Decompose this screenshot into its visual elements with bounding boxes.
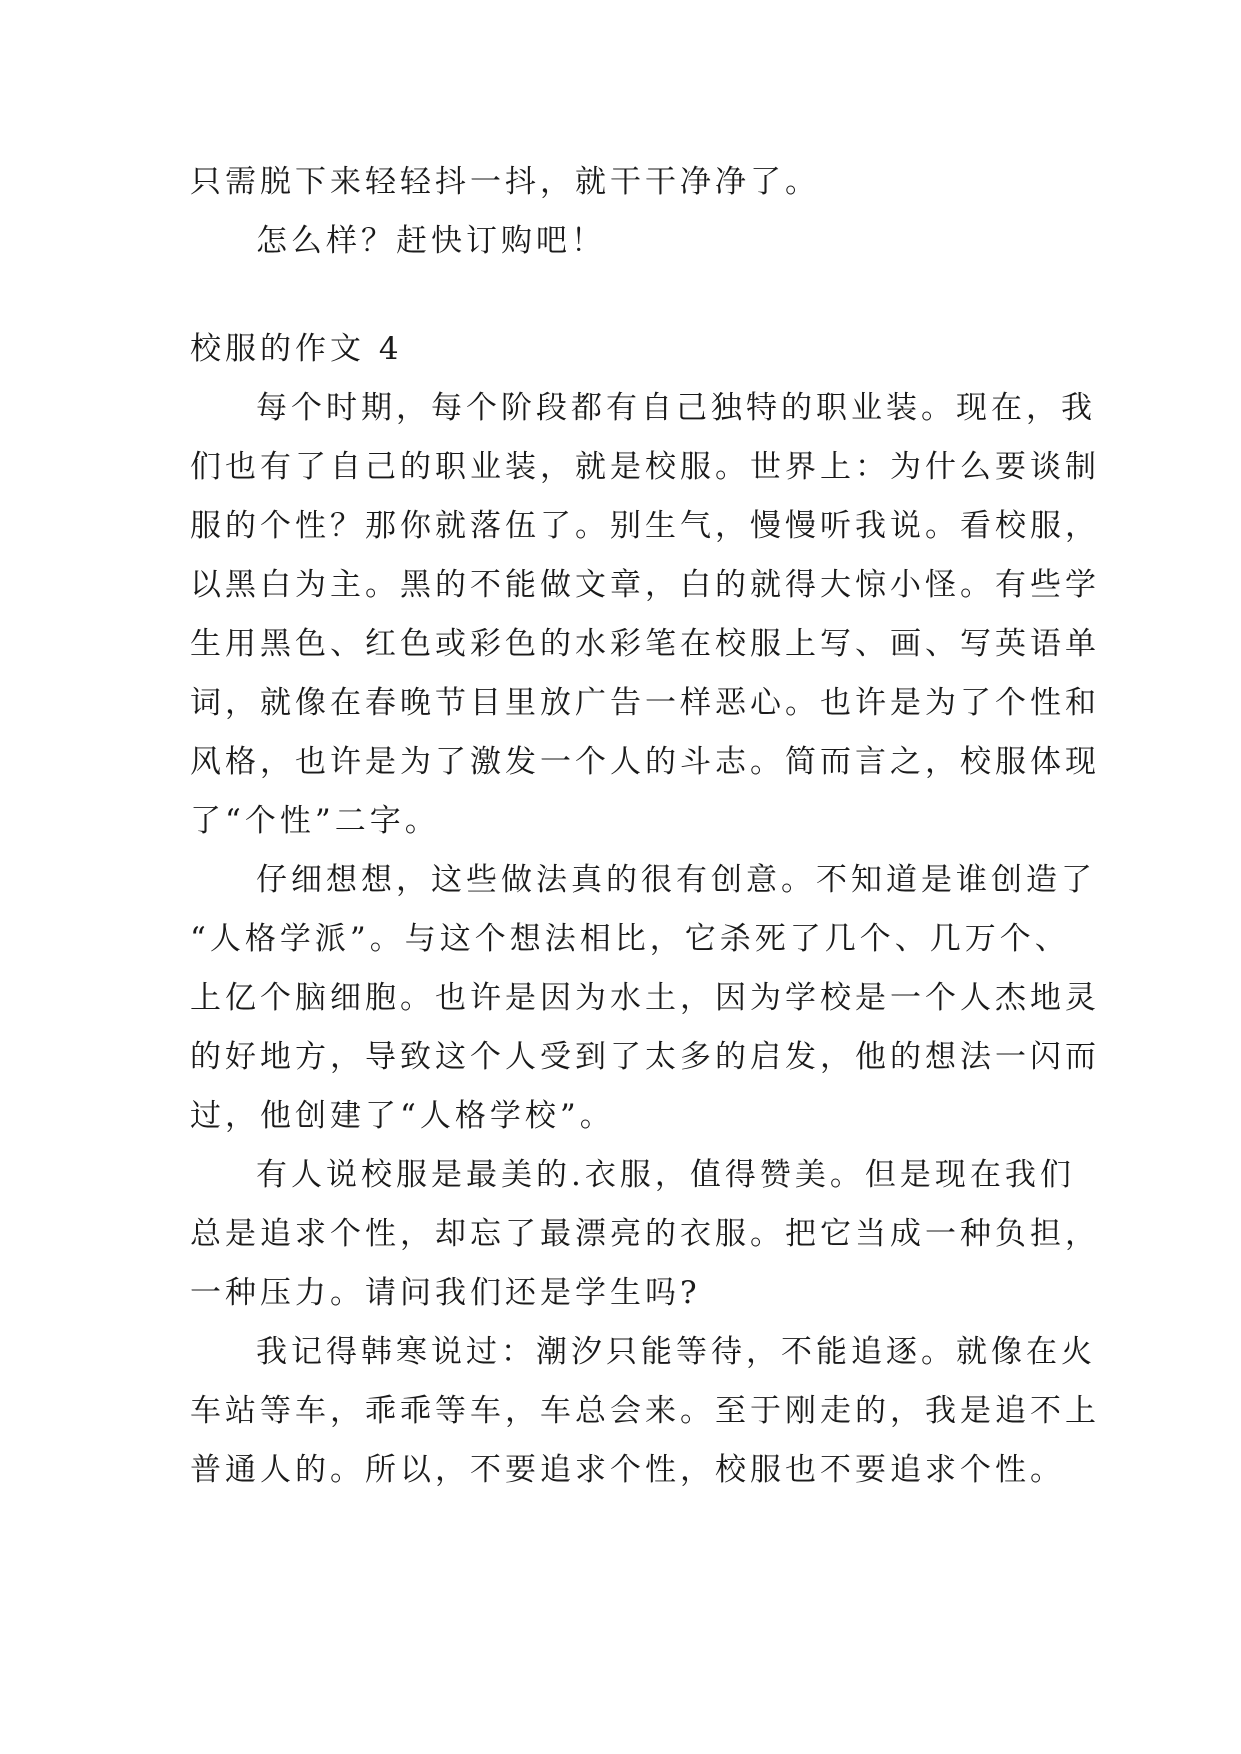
paragraph-line: 服的个性？那你就落伍了。别生气，慢慢听我说。看校服， [190, 508, 1100, 544]
paragraph-line: 过，他创建了“人格学校”。 [190, 1098, 615, 1134]
paragraph-line: 怎么样？赶快订购吧！ [256, 223, 606, 259]
paragraph-line: 词，就像在春晚节目里放广告一样恶心。也许是为了个性和 [190, 685, 1100, 721]
paragraph-line: 风格，也许是为了激发一个人的斗志。简而言之，校服体现 [190, 744, 1100, 780]
paragraph [190, 1323, 1100, 1500]
paragraph-line: 的好地方，导致这个人受到了太多的启发，他的想法一闪而 [190, 1039, 1100, 1075]
paragraph-line: 有人说校服是最美的.衣服，值得赞美。但是现在我们 [256, 1157, 1075, 1193]
section-gap [190, 271, 1070, 320]
paragraph-line: 我记得韩寒说过：潮汐只能等待，不能追逐。就像在火 [256, 1334, 1096, 1370]
paragraph [190, 851, 1100, 1146]
paragraph-line: 只需脱下来轻轻抖一抖，就干干净净了。 [190, 164, 820, 200]
paragraph [190, 379, 1100, 851]
paragraph-line: 总是追求个性，却忘了最漂亮的衣服。把它当成一种负担， [190, 1216, 1100, 1252]
document-page [190, 153, 1100, 1500]
paragraph-line: 了“个性”二字。 [190, 803, 440, 839]
paragraph-line: “人格学派”。与这个想法相比，它杀死了几个、几万个、 [190, 921, 1070, 957]
paragraph-line: 们也有了自己的职业装，就是校服。世界上：为什么要谈制 [190, 449, 1100, 485]
paragraph-line: 生用黑色、红色或彩色的水彩笔在校服上写、画、写英语单 [190, 626, 1100, 662]
paragraph-line: 一种压力。请问我们还是学生吗? [190, 1275, 701, 1311]
paragraph-line: 每个时期，每个阶段都有自己独特的职业装。现在，我 [256, 390, 1096, 426]
paragraph [190, 1146, 1100, 1323]
paragraph-line: 以黑白为主。黑的不能做文章，白的就得大惊小怪。有些学 [190, 567, 1100, 603]
paragraph-line: 仔细想想，这些做法真的很有创意。不知道是谁创造了 [256, 862, 1096, 898]
paragraph-line: 车站等车，乖乖等车，车总会来。至于刚走的，我是追不上 [190, 1393, 1100, 1429]
section-title: 校服的作文 4 [190, 331, 403, 367]
paragraph-line: 普通人的。所以，不要追求个性，校服也不要追求个性。 [190, 1452, 1065, 1488]
paragraph-line: 上亿个脑细胞。也许是因为水土，因为学校是一个人杰地灵 [190, 980, 1100, 1016]
